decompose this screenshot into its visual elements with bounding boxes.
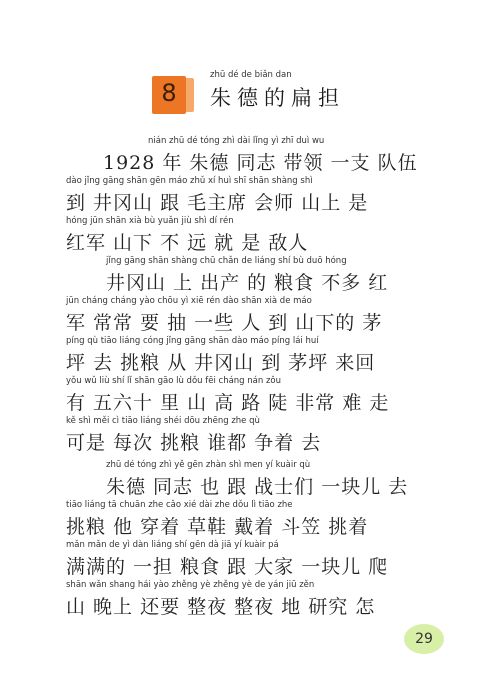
hanzi-line: 坪 去 挑粮 从 井冈山 到 茅坪 来回 — [66, 352, 376, 374]
text-line — [0, 256, 494, 296]
lesson-title: 朱德的扁担 — [210, 86, 345, 110]
text-line — [0, 176, 494, 216]
pinyin-line: píng qù tiāo liáng cóng jǐng gāng shān dào máo píng lái huí — [66, 336, 319, 346]
text-line — [0, 500, 494, 540]
pinyin-line: tiāo liáng tā chuān zhe cǎo xié dài zhe dǒu lì tiāo zhe — [66, 500, 293, 510]
pinyin-line: jūn cháng cháng yào chōu yì xiē rén dào shān xià de máo — [66, 296, 312, 306]
text-line — [0, 296, 494, 336]
text-line — [0, 460, 494, 500]
hanzi-line: 红军 山下 不 远 就 是 敌人 — [66, 232, 309, 254]
lesson-number-badge — [152, 76, 194, 114]
hanzi-line: 朱德 同志 也 跟 战士们 一块儿 去 — [106, 476, 409, 498]
text-line — [0, 376, 494, 416]
text-line — [0, 540, 494, 580]
lesson-number: 8 — [161, 79, 177, 107]
page-number: 29 — [404, 624, 444, 654]
pinyin-line: kě shì měi cì tiāo liáng shéi dōu zhēng zhe qù — [66, 416, 260, 426]
hanzi-line: 可是 每次 挑粮 谁都 争着 去 — [66, 432, 322, 454]
text-line — [0, 580, 494, 620]
hanzi-line: 满满的 一担 粮食 跟 大家 一块儿 爬 — [66, 556, 389, 578]
hanzi-line: 1928 年 朱德 同志 带领 一支 队伍 — [103, 152, 418, 174]
text-line — [0, 216, 494, 256]
pinyin-line: jǐng gāng shān shàng chū chǎn de liáng shí bù duō hóng — [106, 256, 347, 266]
text-line — [0, 416, 494, 456]
lesson-title-block — [210, 70, 345, 112]
pinyin-line: dào jǐng gāng shān gēn máo zhǔ xí huì shī shān shàng shì — [66, 176, 313, 186]
text-line — [0, 336, 494, 376]
hanzi-line: 军 常常 要 抽 一些 人 到 山下的 茅 — [66, 312, 383, 334]
pinyin-line: yǒu wǔ liù shí lǐ shān gāo lù dǒu fēi cháng nán zǒu — [66, 376, 282, 386]
pinyin-line: zhū dé tóng zhì yě gēn zhàn shì men yí kuàir qù — [106, 460, 311, 470]
hanzi-line: 挑粮 他 穿着 草鞋 戴着 斗笠 挑着 — [66, 516, 369, 538]
pinyin-line: shān wǎn shang hái yào zhěng yè zhěng yè de yán jiū zěn — [66, 580, 315, 590]
pinyin-line: hóng jūn shān xià bù yuǎn jiù shì dí rén — [66, 216, 234, 226]
hanzi-line: 山 晚上 还要 整夜 整夜 地 研究 怎 — [66, 596, 376, 618]
pinyin-line: nián zhū dé tóng zhì dài lǐng yì zhī duì wu — [148, 136, 325, 146]
hanzi-line: 有 五六十 里 山 高 路 陡 非常 难 走 — [66, 392, 390, 414]
hanzi-line: 井冈山 上 出产 的 粮食 不多 红 — [106, 272, 389, 294]
text-line — [0, 136, 494, 176]
hanzi-line: 到 井冈山 跟 毛主席 会师 山上 是 — [66, 192, 369, 214]
pinyin-line: mǎn mǎn de yì dàn liáng shí gēn dà jiā yí kuàir pá — [66, 540, 279, 550]
lesson-title-pinyin: zhū dé de biǎn dan — [210, 70, 292, 80]
